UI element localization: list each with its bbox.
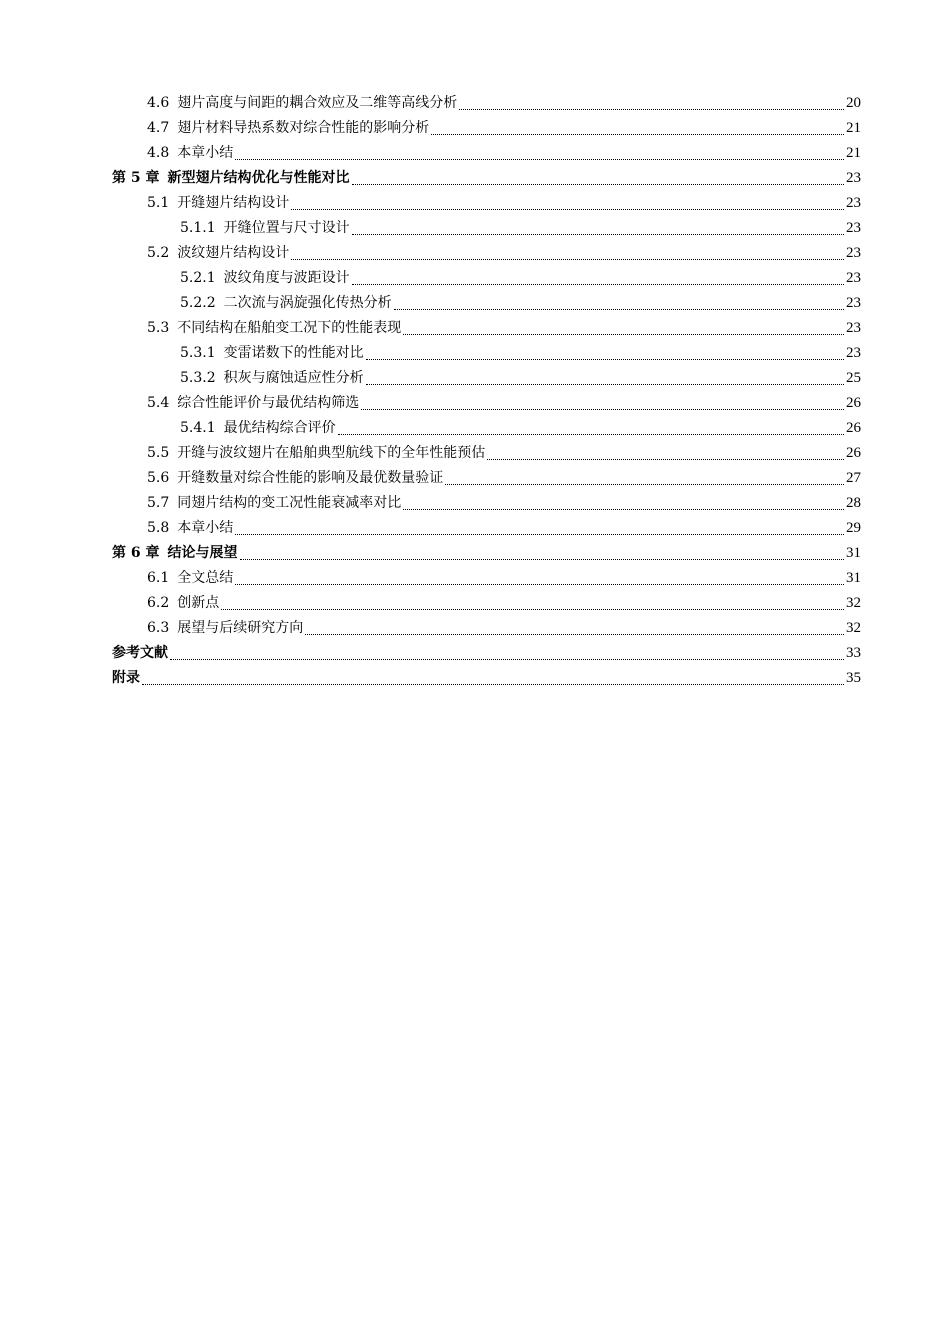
dot-leader (352, 284, 844, 285)
toc-entry[interactable] (112, 591, 861, 616)
toc-entry-page-number: 29 (846, 520, 861, 536)
toc-entry-page-number: 23 (846, 345, 861, 361)
toc-entry[interactable] (112, 216, 861, 241)
toc-entry-page-number: 25 (846, 370, 861, 386)
dot-leader (403, 334, 844, 335)
toc-entry[interactable] (112, 516, 861, 541)
toc-entry-number: 4.7 (147, 120, 170, 136)
toc-entry[interactable] (112, 266, 861, 291)
toc-entry-number: 6.2 (147, 595, 170, 611)
dot-leader (487, 459, 844, 460)
toc-entry-number: 6.3 (147, 620, 170, 636)
toc-entry-number: 6.1 (147, 570, 170, 586)
toc-entry-page-number: 26 (846, 395, 861, 411)
toc-entry-number: 5.1 (147, 195, 170, 211)
toc-entry-number: 5.3.1 (180, 345, 216, 361)
toc-entry-page-number: 21 (846, 145, 861, 161)
toc-entry-title: 开缝位置与尺寸设计 (223, 220, 350, 236)
toc-entry[interactable] (112, 341, 861, 366)
toc-entry[interactable] (112, 616, 861, 641)
toc-entry-page-number: 23 (846, 295, 861, 311)
toc-entry-number: 第 6 章 (112, 545, 160, 561)
toc-entry-number: 第 5 章 (112, 170, 160, 186)
toc-entry-number: 5.1.1 (180, 220, 216, 236)
dot-leader (394, 309, 844, 310)
toc-entry[interactable] (112, 491, 861, 516)
toc-entry[interactable] (112, 241, 861, 266)
toc-entry-page-number: 21 (846, 120, 861, 136)
toc-entry-number: 5.3.2 (180, 370, 216, 386)
toc-entry-page-number: 23 (846, 245, 861, 261)
toc-entry[interactable] (112, 541, 861, 566)
toc-entry-number: 5.5 (147, 445, 170, 461)
toc-entry-title: 创新点 (177, 595, 220, 611)
toc-entry[interactable] (112, 141, 861, 166)
dot-leader (403, 509, 844, 510)
dot-leader (431, 134, 844, 135)
dot-leader (352, 184, 845, 185)
dot-leader (142, 684, 844, 685)
dot-leader (291, 209, 844, 210)
toc-entry-number: 5.4.1 (180, 420, 216, 436)
toc-entry-title: 同翅片结构的变工况性能衰减率对比 (177, 495, 402, 511)
dot-leader (170, 659, 844, 660)
toc-entry-page-number: 20 (846, 95, 861, 111)
toc-entry-page-number: 23 (846, 270, 861, 286)
toc-entry-title: 全文总结 (177, 570, 234, 586)
dot-leader (352, 234, 844, 235)
toc-entry-title: 最优结构综合评价 (223, 420, 336, 436)
dot-leader (240, 559, 845, 560)
toc-entry-number: 5.2.1 (180, 270, 216, 286)
toc-entry-title: 参考文献 (112, 645, 168, 661)
toc-entry-title: 本章小结 (177, 145, 234, 161)
dot-leader (291, 259, 844, 260)
toc-entry-page-number: 32 (846, 595, 861, 611)
toc-entry[interactable] (112, 291, 861, 316)
toc-entry[interactable] (112, 191, 861, 216)
toc-entry[interactable] (112, 316, 861, 341)
dot-leader (338, 434, 844, 435)
dot-leader (221, 609, 844, 610)
toc-entry[interactable] (112, 391, 861, 416)
toc-entry-page-number: 35 (846, 670, 861, 686)
toc-entry-title: 变雷诺数下的性能对比 (223, 345, 364, 361)
toc-entry-page-number: 23 (846, 195, 861, 211)
toc-entry[interactable] (112, 641, 861, 666)
toc-entry[interactable] (112, 116, 861, 141)
toc-entry-page-number: 28 (846, 495, 861, 511)
toc-entry[interactable] (112, 666, 861, 691)
toc-entry-number: 5.6 (147, 470, 170, 486)
toc-entry-number: 5.2.2 (180, 295, 216, 311)
dot-leader (235, 534, 844, 535)
toc-entry-title: 翅片材料导热系数对综合性能的影响分析 (177, 120, 430, 136)
toc-entry-title: 开缝翅片结构设计 (177, 195, 290, 211)
toc-entry[interactable] (112, 441, 861, 466)
toc-entry-title: 波纹角度与波距设计 (223, 270, 350, 286)
toc-entry-page-number: 33 (846, 645, 861, 661)
toc-entry-title: 波纹翅片结构设计 (177, 245, 290, 261)
toc-entry[interactable] (112, 416, 861, 441)
toc-entry[interactable] (112, 566, 861, 591)
toc-entry[interactable] (112, 166, 861, 191)
toc-entry-page-number: 27 (846, 470, 861, 486)
toc-entry-title: 不同结构在船舶变工况下的性能表现 (177, 320, 402, 336)
toc-entry[interactable] (112, 366, 861, 391)
toc-entry-title: 开缝与波纹翅片在船舶典型航线下的全年性能预估 (177, 445, 486, 461)
dot-leader (235, 159, 844, 160)
toc-entry-number: 4.6 (147, 95, 170, 111)
toc-entry-page-number: 31 (846, 570, 861, 586)
toc-entry-title: 本章小结 (177, 520, 234, 536)
toc-entry-title: 翅片高度与间距的耦合效应及二维等高线分析 (177, 95, 458, 111)
toc-entry-title: 新型翅片结构优化与性能对比 (167, 170, 350, 186)
dot-leader (459, 109, 844, 110)
toc-entry-number: 5.3 (147, 320, 170, 336)
dot-leader (235, 584, 844, 585)
toc-entry-title: 附录 (112, 670, 140, 686)
toc-entry-title: 二次流与涡旋强化传热分析 (223, 295, 392, 311)
toc-entry-title: 展望与后续研究方向 (177, 620, 304, 636)
toc-entry-title: 积灰与腐蚀适应性分析 (223, 370, 364, 386)
toc-entry-page-number: 32 (846, 620, 861, 636)
dot-leader (366, 384, 844, 385)
toc-entry[interactable] (112, 466, 861, 491)
dot-leader (361, 409, 844, 410)
toc-entry-page-number: 26 (846, 445, 861, 461)
toc-entry-number: 4.8 (147, 145, 170, 161)
toc-entry-number: 5.2 (147, 245, 170, 261)
toc-entry[interactable] (112, 91, 861, 116)
dot-leader (445, 484, 844, 485)
toc-entry-number: 5.7 (147, 495, 170, 511)
toc-entry-number: 5.8 (147, 520, 170, 536)
dot-leader (305, 634, 844, 635)
toc-entry-title: 结论与展望 (167, 545, 238, 561)
toc-entry-page-number: 26 (846, 420, 861, 436)
toc-entry-page-number: 23 (846, 170, 861, 186)
toc-entry-page-number: 31 (846, 545, 861, 561)
toc-entry-title: 开缝数量对综合性能的影响及最优数量验证 (177, 470, 444, 486)
toc-entry-number: 5.4 (147, 395, 170, 411)
dot-leader (366, 359, 844, 360)
table-of-contents (112, 91, 861, 691)
toc-entry-page-number: 23 (846, 320, 861, 336)
toc-entry-title: 综合性能评价与最优结构筛选 (177, 395, 360, 411)
toc-entry-page-number: 23 (846, 220, 861, 236)
